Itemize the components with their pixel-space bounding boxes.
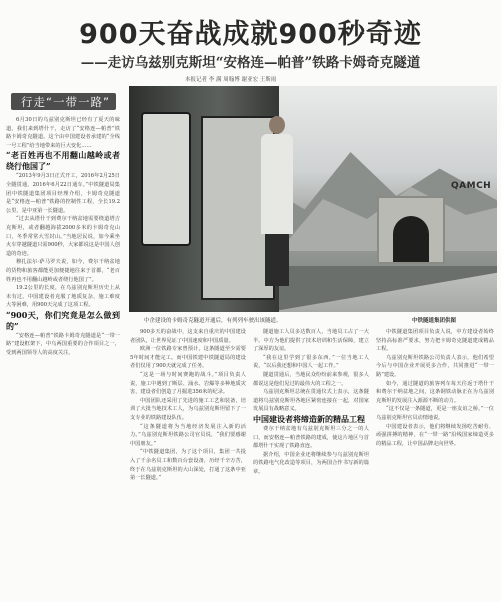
paragraph: “我在这里学到了很多东西，”一位当地工人说，“以后我还想和中国人一起工作。” <box>253 354 369 370</box>
paragraph: 乌兹别克斯坦铁路公司负责人表示，他们希望今后与中国企业开展更多合作，共同推进“一带一路”建设。 <box>376 354 494 378</box>
paragraph: 据介绍，中国企业还将继续参与乌兹别克斯坦的铁路电气化改造等项目，为两国合作书写新的篇章。 <box>253 451 369 475</box>
article-column-1 <box>6 116 120 598</box>
paragraph: 19.2公里的长度，在乌兹别克斯坦历史上从未有过。中国建设者克服了地质复杂、施工难度大等困难，用900天完成了这项工程。 <box>6 285 120 309</box>
conductor-legs <box>265 234 289 286</box>
section-heading: “900天，你们究竟是怎么做到的” <box>6 309 120 331</box>
paragraph: 欧洲一位铁路专家曾预计，这条隧道至少需要5年时间才能完工。而中国铁建中铁隧道局的建设者们仅用了900天就完成了任务。 <box>130 346 246 370</box>
conductor-body <box>261 134 293 234</box>
paragraph: “中铁隧道集团，为了这个项目，集团一共投入了千余名员工和数百台套设备，历经千辛万苦，终于在乌兹别克斯坦的大山深处，打通了这条中亚第一长隧道。” <box>130 449 246 482</box>
paragraph: 隧道施工人员多达数百人，当地员工占了一大半。中方为他们提供了技术培训和生活保障，建立了深厚的友谊。 <box>253 329 369 353</box>
train-conductor <box>261 116 293 286</box>
paragraph: 乌兹别克斯坦总统在贯通仪式上表示，这条隧道将乌兹别克斯坦各地区紧密连接在一起，对国家发展具有战略意义。 <box>253 389 369 413</box>
train-car <box>129 86 279 312</box>
article-column-4 <box>376 328 494 598</box>
paragraph: “这不仅是一条隧道，更是一座友谊之桥。”一位乌兹别克斯坦官员动情地说。 <box>376 406 494 421</box>
paragraph: 隧道贯通后，当地民众纷纷前来参观，很多人都说这是他们见过的最伟大的工程之一。 <box>253 371 369 387</box>
photo-credit: 中铁隧道集团供图 <box>412 318 457 324</box>
tunnel-portal <box>377 196 445 264</box>
paragraph: 如今，通过隧道的旅客列车每天往返于塔什干和费尔干纳盆地之间，这条钢铁动脉正在为乌兹别克斯坦的发展注入源源不断的动力。 <box>376 380 494 404</box>
photo-caption: 中企建设的卡姆奇克隧道开通后，有列列车驶出该隧道。 <box>144 318 282 324</box>
article-column-3 <box>253 328 369 598</box>
paragraph: “安格连—帕普”铁路卡姆奇克隧道是“一带一路”建设框架下，中乌两国重要的合作项目之一，受到两国领导人的高度关注。 <box>6 332 120 357</box>
section-heading: “老百姓再也不用翻山越岭或者绕行他国了” <box>6 150 120 172</box>
paragraph: 中国团队还采用了先进的施工工艺和装备，培训了大批当地技术工人，为乌兹别克斯坦留下了一支专业的铁路建设队伍。 <box>130 397 246 421</box>
paragraph: “2013年9月3日正式开工，2016年2月25日全隧贯通，2016年6月22日通车。”中铁隧道局集团中铁隧道集团项目经理介绍，卡姆奇克隧道是“安格连—帕普”铁路的控制性工程，全长19.2公里，是中亚第一长隧道。 <box>6 173 120 214</box>
paragraph: 费尔干纳盆地有乌兹别克斯坦三分之一的人口，而安格连—帕普铁路的建成，使这片地区与首都塔什干实现了铁路直连。 <box>253 425 369 450</box>
section-heading: 中国建设者将缔造新的精品工程 <box>253 413 365 424</box>
paragraph: 900多天的奋战中，这支来自重庆的中国建设者团队，让世界见证了中国速度和中国质量。 <box>130 329 246 344</box>
paragraph: “过去从塔什干到费尔干纳盆地需要绕道塔吉克斯坦，或者翻越海拔2000多米的卡姆奇克山口，冬季常常大雪封山。”当地居民说，如今乘坐火车穿越隧道只需900秒，大家都说这是中国人创造的奇迹。 <box>6 216 120 257</box>
paragraph: 6月30日的乌兹别克斯坦已经有了夏天的味道，我们来到塔什干，走访了“安格连—帕普”铁路卡姆奇克隧道。这个由中国建设者承建的“全线一号工程”给当地带来的巨大变化…… <box>6 117 120 149</box>
page-subtitle: ——走访乌兹别克斯坦“安格连—帕普”铁路卡姆奇克隧道 <box>80 55 421 71</box>
paragraph: “这条隧道将为当地经济发展注入新的活力。”乌兹别克斯坦铁路公司官员说，“我们要感谢中国朋友。” <box>130 423 246 447</box>
section-tag <box>11 93 116 110</box>
paragraph: “这是一场与时间赛跑的战斗。”项目负责人说，施工中遇到了断层、涌水、岩爆等多种地质灾害，建设者们创造了月掘进356米的纪录。 <box>130 371 246 396</box>
byline: 本报记者 李 满 周翰博 谢亚宏 王斯雨 <box>185 77 277 83</box>
page-title: 900天奋战成就900秒奇迹 <box>79 19 422 50</box>
tunnel-sign: QAMCH <box>451 181 492 191</box>
conductor-head <box>269 116 285 134</box>
paragraph: 中国建设者表示，他们将继续发扬吃苦耐劳、顽强拼搏的精神，在“一带一路”沿线国家缔造更多的精品工程，让中国品牌走向世界。 <box>376 423 494 447</box>
paragraph: 穆扎法尔·萨马罗夫说，如今，费尔干纳盆地的货物和旅客都能更加便捷地往来于首都，“老百姓再也不用翻山越岭或者绕行他国了”。 <box>6 259 120 283</box>
article-column-2 <box>130 328 246 598</box>
tunnel-mouth <box>393 216 429 262</box>
train-window <box>141 112 191 246</box>
paragraph: 中铁隧道集团项目负责人说，中方建设者始终坚持高标准严要求，努力把卡姆奇克隧道建成精品工程。 <box>376 329 494 353</box>
lead-photo <box>129 86 497 312</box>
section-tag-label: 行走“一带一路” <box>21 95 110 109</box>
